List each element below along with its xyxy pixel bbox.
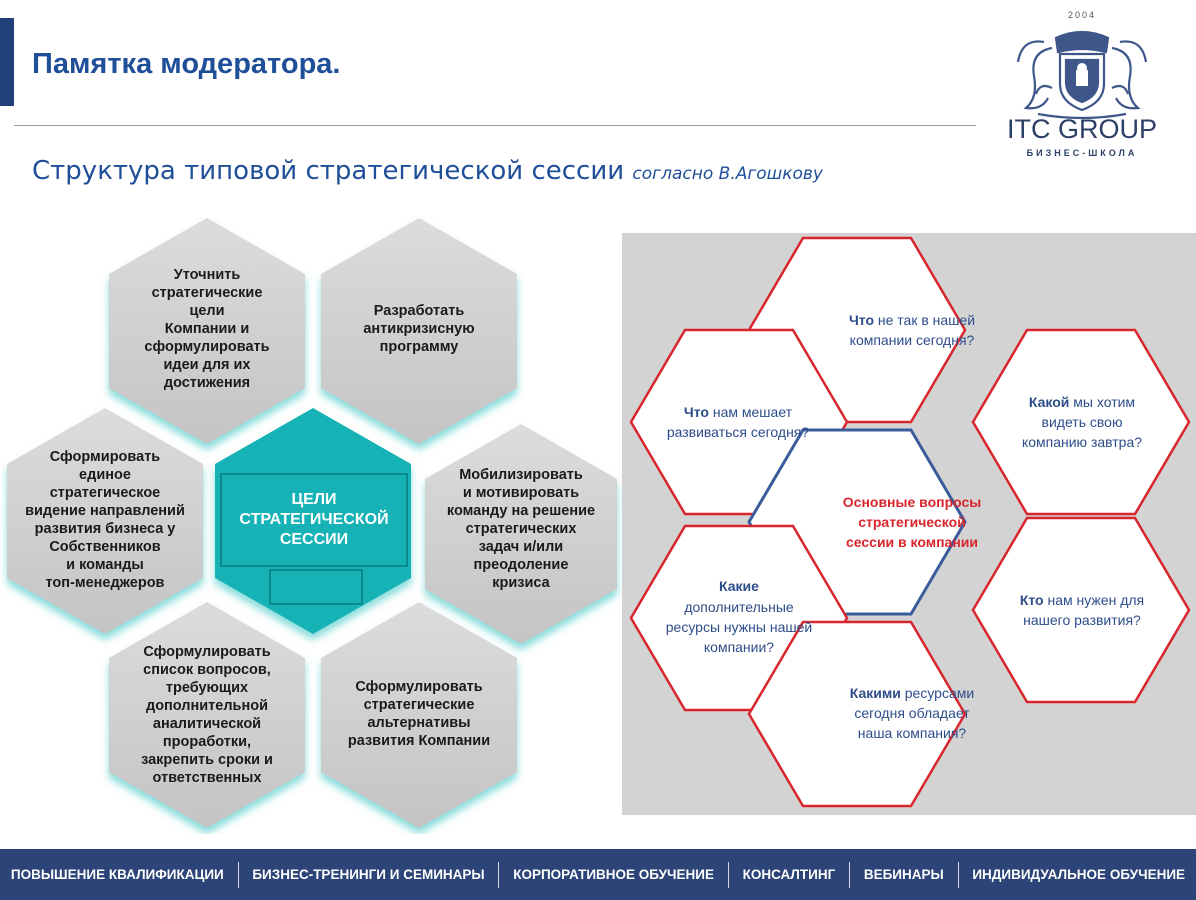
footer-item-qualification[interactable]: ПОВЫШЕНИЕ КВАЛИФИКАЦИИ	[10, 867, 224, 882]
goal-anticrisis-text: Разработать антикризисную программу	[363, 302, 475, 356]
question-current-resources	[802, 667, 1022, 759]
left-accent-bar	[0, 18, 14, 106]
logo-subtitle: БИЗНЕС-ШКОЛА	[1026, 148, 1138, 158]
q4-key: Кто	[1019, 591, 1044, 608]
goal-questions-text: Сформулировать список вопросов, требующих дополнительной аналитической проработки, закрепить сроки и ответственных	[141, 643, 273, 787]
q5-key: Какими	[849, 684, 901, 701]
goal-center-text: ЦЕЛИ СТРАТЕГИЧЕСКОЙ СЕССИИ	[239, 491, 389, 548]
itc-group-logo	[996, 8, 1168, 160]
footer-item-corporate[interactable]: КОРПОРАТИВНОЕ ОБУЧЕНИЕ	[513, 867, 714, 882]
q3-key: Какие	[719, 578, 759, 595]
footer-divider	[849, 862, 850, 888]
q4-rest: нам нужен для нашего развития?	[1023, 591, 1145, 628]
crest-icon	[996, 18, 1168, 122]
q2-key: Какой	[1028, 393, 1070, 410]
title-divider	[14, 125, 976, 126]
footer-divider	[728, 862, 729, 888]
q1-key: Что	[683, 403, 709, 420]
question-extra-resources	[632, 567, 846, 667]
goal-alternatives-text: Сформулировать стратегические альтернативы развития Компании	[347, 678, 491, 750]
footer-item-individual[interactable]: ИНДИВИДУАЛЬНОЕ ОБУЧЕНИЕ	[972, 867, 1186, 882]
question-center: Основные вопросы стратегической сессии в компании	[842, 493, 982, 551]
questions-hex-diagram	[622, 233, 1196, 815]
goals-hex-diagram	[0, 214, 622, 834]
q2-rest: мы хотим видеть свою компанию завтра?	[1021, 393, 1143, 451]
page-title: Памятка модератора.	[32, 48, 341, 80]
question-whats-wrong	[802, 285, 1022, 375]
q5-rest: ресурсами сегодня обладает наша компания?	[854, 684, 975, 742]
footer-divider	[238, 862, 239, 888]
subtitle-text: Структура типовой стратегической сессии	[32, 156, 625, 186]
q0-rest: не так в нашей компании сегодня?	[849, 311, 976, 348]
q1-rest: нам мешает развиваться сегодня?	[666, 403, 810, 440]
logo-year: 2004	[1067, 10, 1097, 20]
footer-item-trainings[interactable]: БИЗНЕС-ТРЕНИНГИ И СЕМИНАРЫ	[252, 867, 485, 882]
page-subtitle	[32, 156, 823, 186]
footer-divider	[958, 862, 959, 888]
q0-key: Что	[848, 311, 874, 328]
question-who	[974, 565, 1190, 655]
goal-mobilize-text: Мобилизировать и мотивировать команду на решение стратегических задач и/или преодоление кризиса	[446, 466, 596, 592]
goal-vision-text: Сформировать единое стратегическое видение направлений развития бизнеса у Собственников и команды топ-менеджеров	[25, 448, 185, 592]
goal-refine-text: Уточнить стратегические цели Компании и сформулировать идеи для их достижения	[144, 266, 270, 392]
footer-divider	[498, 862, 499, 888]
q3-rest: дополнительные ресурсы нужны нашей компании?	[665, 598, 813, 656]
question-whats-hindering	[630, 377, 846, 467]
question-what-company	[974, 377, 1190, 467]
logo-name: ITC GROUP	[1006, 114, 1157, 144]
footer-nav	[0, 849, 1196, 900]
footer-item-webinars[interactable]: ВЕБИНАРЫ	[863, 867, 944, 882]
subtitle-author: согласно В.Агошкову	[632, 164, 823, 184]
footer-item-consulting[interactable]: КОНСАЛТИНГ	[742, 867, 836, 882]
